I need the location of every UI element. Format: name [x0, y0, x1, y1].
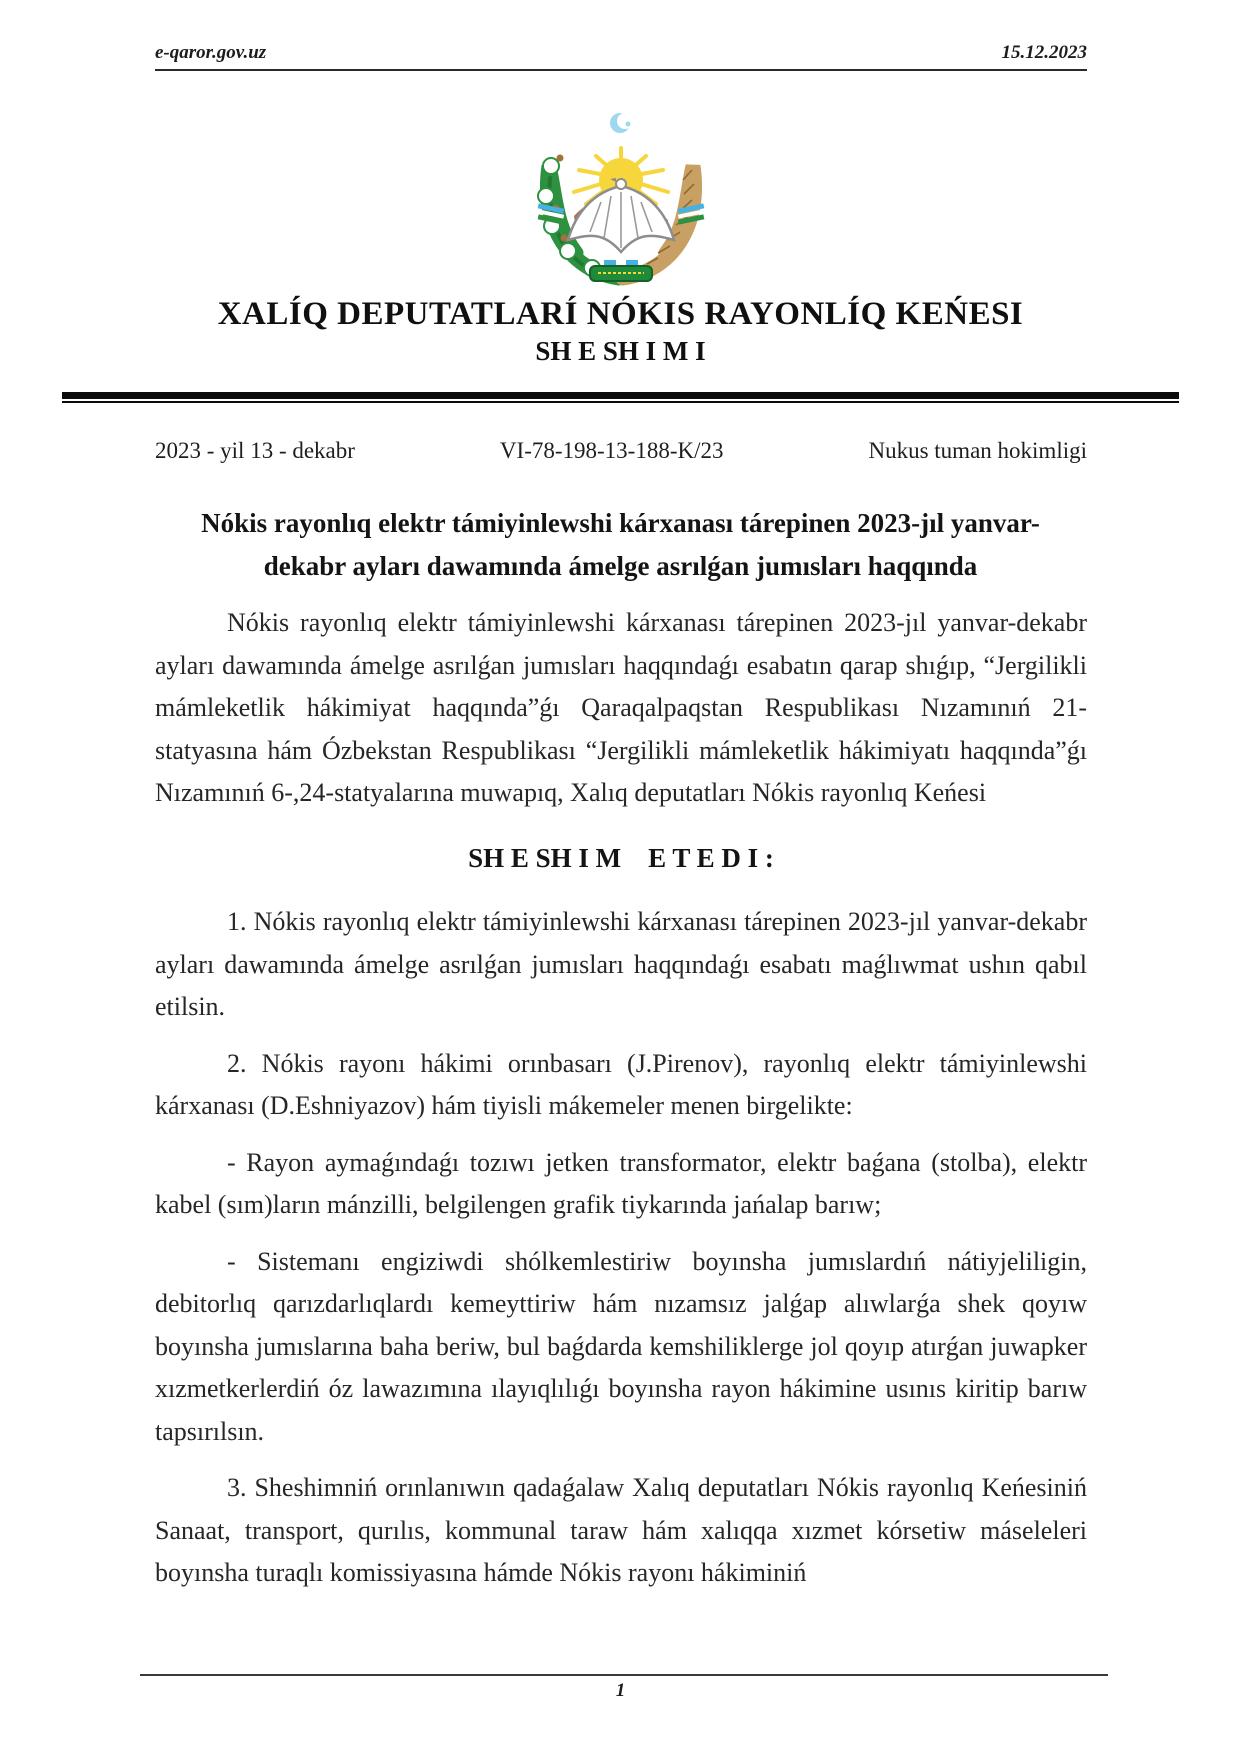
- page-number: 1: [615, 1680, 626, 1701]
- resolution-subitem-1: - Rayon aymaǵındaǵı tozıwı jetken transformator, elektr baǵana (stolba), elektr kabel (sım)ların mánzilli, belgilengen grafik tiykarında jańalap barıw;: [155, 1147, 1087, 1219]
- document-body: [155, 602, 1087, 1609]
- document-date: 2023 - yil 13 - dekabr: [155, 438, 355, 463]
- resolution-heading: SH E SH I M E T E D I :: [468, 842, 774, 873]
- document-subject: Nókis rayonlıq elektr támiyinlewshi kárxanası tárepinen 2023-jıl yanvar-dekabr ayları dawamında ámelge asrılǵan jumısları haqqında: [201, 508, 1040, 581]
- masthead-divider: [62, 392, 1179, 403]
- running-header: [155, 42, 1087, 71]
- org-title: XALÍQ DEPUTATLARÍ NÓKIS RAYONLÍQ KEŃESI: [217, 296, 1024, 332]
- doc-type-title: SH E SH I M I: [535, 336, 706, 366]
- header-site-label: e-qaror.gov.uz: [155, 42, 267, 63]
- resolution-item-2: 2. Nókis rayonı hákimi orınbasarı (J.Pirenov), rayonlıq elektr támiyinlewshi kárxanası (D.Eshniyazov) hám tiyisli mákemeler menen birgelikte:: [155, 1048, 1087, 1120]
- document-number: VI-78-198-13-188-K/23: [499, 438, 724, 463]
- resolution-item-1: 1. Nókis rayonlıq elektr támiyinlewshi kárxanası tárepinen 2023-jıl yanvar-dekabr ayları dawamında ámelge asrılǵan jumısları haqqındaǵı esabatı maǵlıwmat ushın qabıl etilsin.: [155, 907, 1087, 1021]
- crescent-star-icon: [610, 113, 633, 133]
- footer-divider: [140, 1674, 1108, 1676]
- resolution-subitem-2: - Sistemanı engiziwdi shólkemlestiriw boyınsha jumıslardıń nátiyjeliligin, debitorlıq qarızdarlıqlardı kemeyttiriw hám nızamsız jalǵap alıwlarǵa shek qoyıw boyınsha jumıslarına baha beriw, bul baǵdarda kemshiliklerge jol qoyıp atırǵan juwapker xızmetkerlerdiń óz lawazımına ılayıqlılıǵı boyınsha rayon hákimine usınıs kiritip barıw tapsırılsın.: [155, 1246, 1087, 1446]
- state-emblem-icon: [516, 108, 726, 288]
- issuing-authority: Nukus tuman hokimligi: [868, 438, 1087, 463]
- intro-paragraph: Nókis rayonlıq elektr támiyinlewshi kárxanası tárepinen 2023-jıl yanvar-dekabr ayları dawamında ámelge asrılǵan jumısları haqqındaǵı esabatın qarap shıǵıp, “Jergilikli mámleketlik hákimiyat haqqında”ǵı Qaraqalpaqstan Respublikası Nızamınıń 21-statyasına hám Ózbekstan Respublikası “Jergilikli mámleketlik hákimiyatı haqqında”ǵı Nızamınıń 6-,24-statyalarına muwapıq, Xalıq deputatları Nókis rayonlıq Keńesi: [155, 608, 1087, 807]
- resolution-item-3: 3. Sheshimniń orınlanıwın qadaǵalaw Xalıq deputatları Nókis rayonlıq Keńesiniń Sanaat, transport, qurılıs, kommunal taraw hám xalıqqa xızmet kórsetiw máseleleri boyınsha turaqlı komissiyasına hámde Nókis rayonı hákiminiń: [155, 1473, 1087, 1587]
- header-date-label: 15.12.2023: [1001, 42, 1087, 63]
- document-meta-row: [155, 438, 1087, 464]
